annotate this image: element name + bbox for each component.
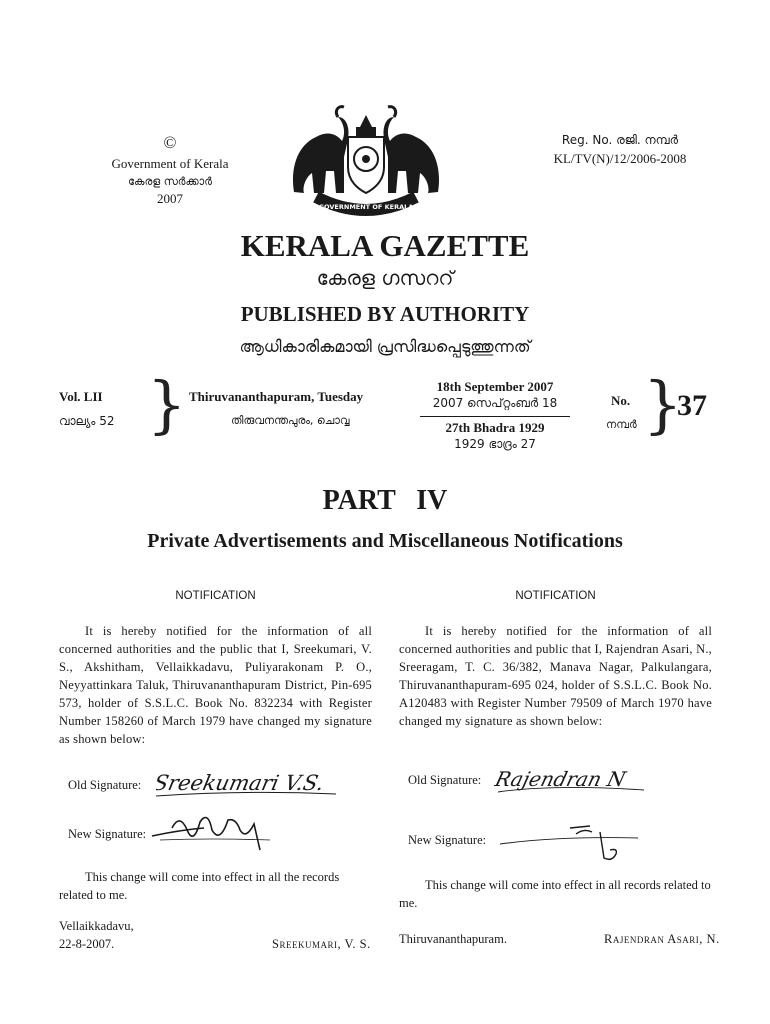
notice-place: Vellaikkadavu,: [59, 919, 134, 933]
notice-body: It is hereby notified for the information of all concerned authorities and the public that I, Sreekumari, V. S., Akshitham, Vellaikkadavu, Puliyarakonam P. O., Neyyattinkara Taluk, Thiruvananthapuram District, Pin-695 573, holder of S.S.L.C. Book No. 832234 with Register Number 158260 of March 1979 have changed my signature as shown below:: [59, 624, 372, 746]
right-brace: }: [643, 368, 683, 441]
govt-line: Government of Kerala: [111, 156, 229, 171]
new-signature-label: New Signature:: [68, 827, 147, 841]
volume-mal: വാല്യം 52: [59, 414, 115, 428]
published-by-authority: PUBLISHED BY AUTHORITY: [240, 302, 530, 326]
notice-place: Thiruvananthapuram.: [399, 932, 507, 946]
old-signature-image: [156, 764, 346, 804]
reg-block: [520, 133, 720, 167]
reg-no-label: Reg. No. രജി. നമ്പർ: [561, 133, 679, 147]
notice-right: [399, 590, 712, 730]
date-divider: [420, 416, 570, 417]
issue-no-label: No.: [611, 393, 631, 408]
notice-date: 22-8-2007.: [59, 937, 115, 951]
gazette-title-mal: കേരള ഗസററ്: [316, 266, 454, 290]
notice-effect: This change will come into effect in all the records related to me.: [59, 870, 340, 902]
govt-line-mal: കേരള സർക്കാർ: [128, 175, 212, 188]
left-brace: }: [147, 368, 187, 441]
part-title: PART IV: [322, 485, 448, 516]
published-by-authority-mal: ആധികാരികമായി പ്രസിദ്ധപ്പെടുത്തുന്നത്: [239, 337, 531, 356]
notice-effect: This change will come into effect in all records related to me.: [399, 878, 711, 910]
kerala-emblem: [286, 97, 446, 217]
volume: Vol. LII: [59, 389, 103, 404]
new-signature-icon: [500, 822, 640, 866]
govt-year: 2007: [157, 191, 183, 206]
date-english: 18th September 2007: [436, 379, 554, 394]
issue-number: 37: [677, 389, 707, 422]
date-block: [405, 379, 585, 452]
place-day: Thiruvananthapuram, Tuesday: [189, 389, 364, 404]
date-saka-mal: 1929 ഭാദ്രം 27: [454, 437, 536, 451]
govt-block: [60, 133, 280, 207]
place-day-mal: തിരുവനന്തപുരം, ചൊവ്വ: [231, 414, 350, 427]
old-signature-text: Sreekumari V.S.: [156, 771, 327, 796]
emblem-ribbon-text: GOVERNMENT OF KERALA: [318, 203, 414, 211]
notice-body: It is hereby notified for the information of all concerned authorities and public that I, Rajendran Asari, N., Sreeragam, T. C. 36/382, Manava Nagar, Palkulangara, Thiruvananthapuram-695 024, holder of S.S.L.C. Book No. A120483 with Register Number 79509 of March 1970 have changed my signature as shown below:: [399, 624, 712, 728]
notice-heading: NOTIFICATION: [175, 590, 256, 602]
gazette-title: KERALA GAZETTE: [240, 228, 530, 263]
emblem-icon: [286, 97, 446, 217]
issue-no-label-mal: നമ്പർ: [606, 418, 637, 431]
new-signature-label: New Signature:: [408, 833, 487, 847]
old-signature-text: Rajendran N: [494, 767, 628, 791]
copyright-symbol: ©: [163, 133, 177, 152]
new-signature-icon: [150, 810, 280, 855]
date-english-mal: 2007 സെപ്റ്റംബർ 18: [432, 396, 558, 410]
reg-no-value: KL/TV(N)/12/2006-2008: [553, 151, 687, 166]
notice-signatory: Sreekumari, V. S.: [272, 937, 371, 951]
notice-left: [59, 590, 372, 748]
new-signature-image: [150, 810, 280, 855]
new-signature-image: [500, 822, 640, 866]
notice-signatory: Rajendran Asari, N.: [604, 932, 720, 946]
part-subtitle: Private Advertisements and Miscellaneous Notifications: [147, 530, 623, 552]
old-signature-label: Old Signature:: [408, 773, 482, 787]
old-signature-image: [494, 762, 684, 798]
date-saka: 27th Bhadra 1929: [445, 420, 545, 435]
old-signature-label: Old Signature:: [68, 778, 142, 792]
notice-heading: NOTIFICATION: [515, 590, 596, 602]
